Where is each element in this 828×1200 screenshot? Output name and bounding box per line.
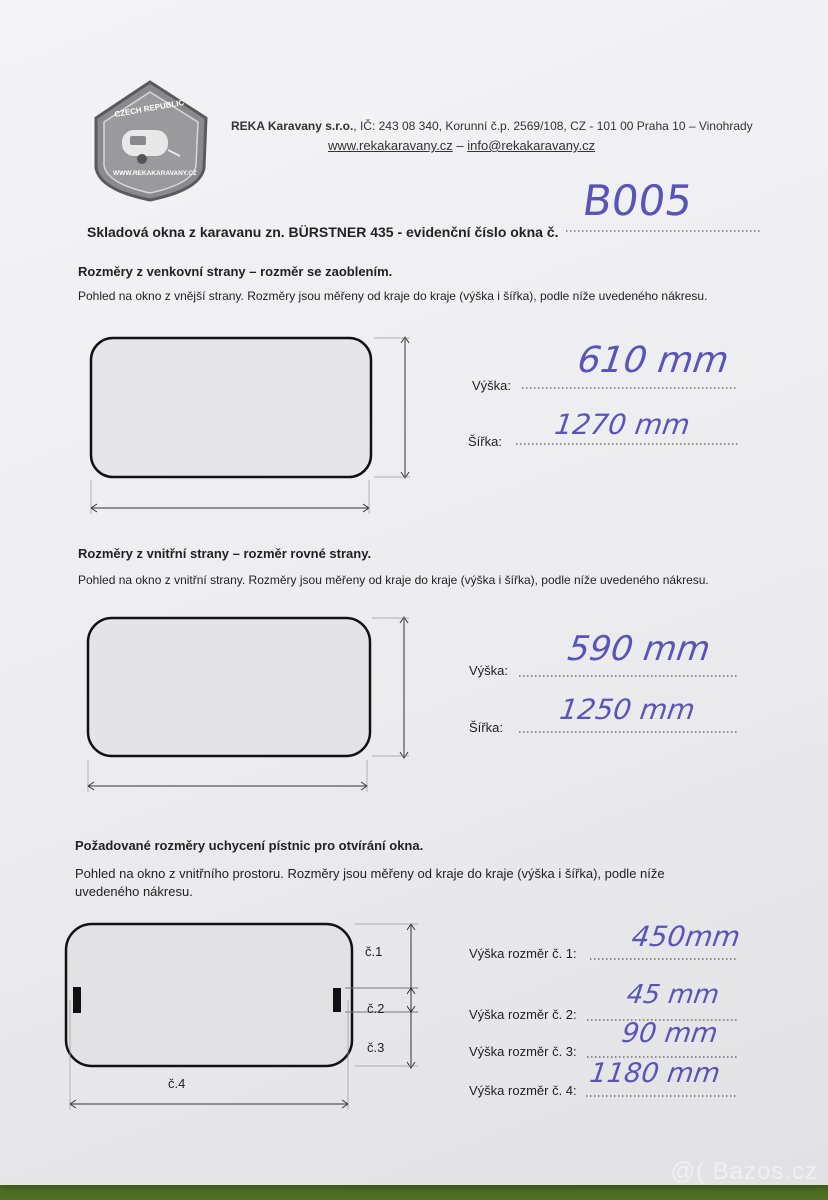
- row1-value: 450mm: [629, 920, 743, 953]
- inner-window-diagram: [88, 617, 409, 792]
- row4-label: Výška rozměr č. 4:: [469, 1083, 577, 1098]
- contact-line: [328, 138, 595, 153]
- company-logo: [96, 82, 206, 200]
- section2-height-value: 590 mm: [565, 629, 713, 669]
- right-strut-mount: [333, 988, 341, 1012]
- section2-width-label: Šířka:: [469, 720, 503, 735]
- company-address: [231, 119, 753, 133]
- diagram-label-c1: č.1: [365, 944, 383, 959]
- website-link[interactable]: www.rekakaravany.cz: [328, 138, 453, 153]
- section1-height-label: Výška:: [472, 378, 512, 393]
- window-number-handwritten: B005: [579, 176, 696, 225]
- contact-separator: –: [456, 138, 464, 153]
- company-name: REKA Karavany s.r.o.: [231, 119, 354, 133]
- row2-label: Výška rozměr č. 2:: [469, 1007, 577, 1022]
- left-strut-mount: [73, 987, 81, 1013]
- section1-heading: Rozměry z venkovní strany – rozměr se zaoblením.: [78, 264, 393, 279]
- logo-bottom-text: WWW.REKAKARAVANY.CZ: [113, 170, 197, 177]
- section3-heading: Požadované rozměry uchycení pístnic pro otvírání okna.: [75, 838, 424, 853]
- row2-value: 45 mm: [624, 980, 722, 1010]
- section3-description-line1: Pohled na okno z vnitřního prostoru. Rozměry jsou měřeny od kraje do kraje (výška i šířka), podle níže: [75, 866, 665, 881]
- section2-heading: Rozměry z vnitřní strany – rozměr rovné strany.: [78, 546, 372, 561]
- document-title: Skladová okna z karavanu zn. BÜRSTNER 435 - evidenční číslo okna č.: [87, 224, 559, 240]
- row3-value: 90 mm: [619, 1018, 720, 1049]
- section2-width-value: 1250 mm: [557, 693, 698, 726]
- logo-top-text: CZECH REPUBLIC: [113, 97, 185, 120]
- email-link[interactable]: info@rekakaravany.cz: [467, 138, 596, 153]
- section1-height-value: 610 mm: [575, 340, 732, 381]
- section2-height-label: Výška:: [469, 663, 509, 678]
- company-info: , IČ: 243 08 340, Korunní č.p. 2569/108, CZ - 101 00 Praha 10 – Vinohrady: [353, 119, 753, 133]
- diagram-label-c2: č.2: [367, 1001, 385, 1016]
- outer-window-diagram: [91, 337, 410, 514]
- section1-description: Pohled na okno z vnější strany. Rozměry jsou měřeny od kraje do kraje (výška i šířka), podle níže uvedeného nákresu.: [78, 289, 708, 303]
- row3-label: Výška rozměr č. 3:: [469, 1044, 577, 1059]
- section3-description-line2: uvedeného nákresu.: [75, 884, 193, 899]
- bazos-watermark: @( Bazos.cz: [670, 1158, 818, 1185]
- section2-description: Pohled na okno z vnitřní strany. Rozměry jsou měřeny od kraje do kraje (výška i šířka), podle níže uvedeného nákresu.: [78, 573, 709, 587]
- section1-width-value: 1270 mm: [552, 408, 693, 441]
- row1-label: Výška rozměr č. 1:: [469, 946, 577, 961]
- row4-value: 1180 mm: [587, 1058, 723, 1089]
- diagram-label-c4: č.4: [168, 1076, 186, 1091]
- diagram-label-c3: č.3: [367, 1040, 385, 1055]
- section1-width-label: Šířka:: [468, 434, 502, 449]
